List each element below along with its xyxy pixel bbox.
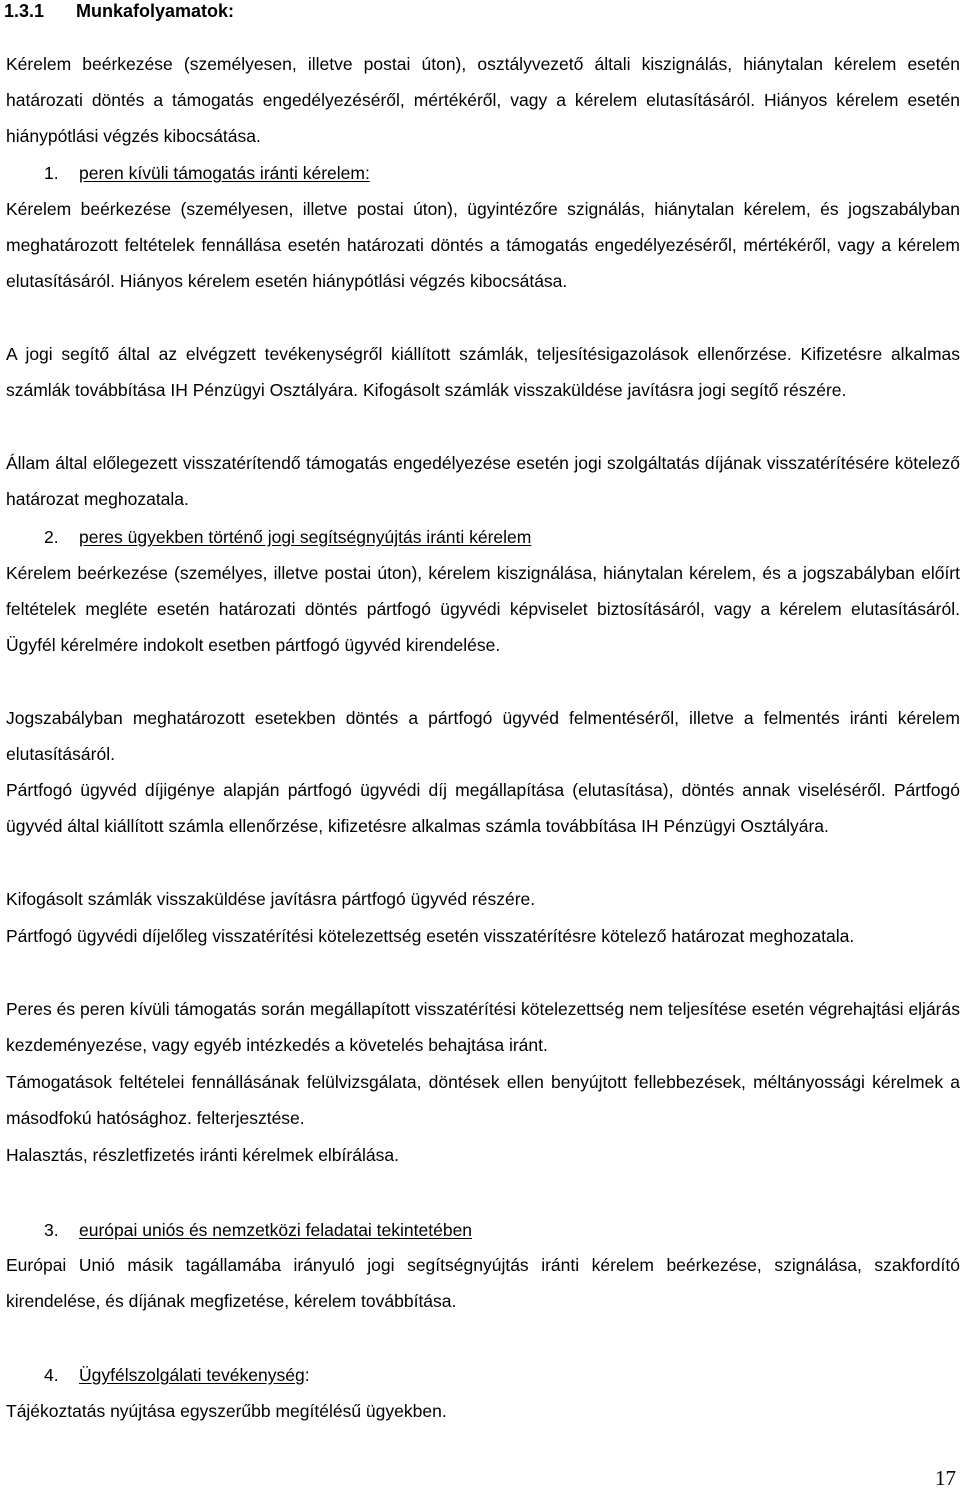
section-4-title — [44, 1363, 310, 1387]
heading-title: Munkafolyamatok: — [76, 1, 235, 21]
section-2-paragraph: Pártfogó ügyvéd díjigénye alapján pártfogó ügyvédi díj megállapítása (elutasítása), döntés annak viseléséről. Pártfogó ügyvéd által kiállított számla ellenőrzése, kifizetésre alkalmas számla továbbítása IH Pénzügyi Osztályára. — [6, 780, 960, 837]
page-number: 17 — [935, 1466, 956, 1490]
section-2-title — [44, 525, 531, 549]
section-4-title-text: Ügyfélszolgálati tevékenység — [79, 1365, 305, 1385]
section-3-number: 3. — [44, 1220, 59, 1240]
section-2-paragraph: Kifogásolt számlák visszaküldése javításra pártfogó ügyvéd részére. — [6, 889, 536, 909]
section-2-paragraph: Támogatások feltételei fennállásának felülvizsgálata, döntések ellen benyújtott fellebbezések, méltányossági kérelmek a másodfokú hatósághoz. felterjesztése. — [6, 1072, 960, 1129]
section-2-paragraph: Halasztás, részletfizetés iránti kérelmek elbírálása. — [6, 1145, 399, 1165]
section-1-paragraph: A jogi segítő által az elvégzett tevékenységről kiállított számlák, teljesítésigazolások ellenőrzése. Kifizetésre alkalmas számlák továbbítása IH Pénzügyi Osztályára. Kifogásolt számlák visszaküldése javításra jogi segítő részére. — [6, 344, 960, 401]
section-2-paragraph: Pártfogó ügyvédi díjelőleg visszatérítési kötelezettség esetén visszatérítésre kötelező határozat meghozatala. — [6, 926, 855, 946]
section-1-paragraph: Kérelem beérkezése (személyesen, illetve postai úton), ügyintézőre szignálás, hiánytalan kérelem, és jogszabályban meghatározott feltételek fennállása esetén határozati döntés a támogatás engedélyezéséről, mértékéről, vagy a kérelem elutasításáról. Hiányos kérelem esetén hiánypótlási végzés kibocsátása. — [6, 199, 960, 292]
section-3-paragraph: Európai Unió másik tagállamába irányuló jogi segítségnyújtás iránti kérelem beérkezése, szignálása, szakfordító kirendelése, és díjának megfizetése, kérelem továbbítása. — [6, 1255, 960, 1312]
section-2-paragraph: Kérelem beérkezése (személyes, illetve postai úton), kérelem kiszignálása, hiánytalan kérelem, és a jogszabályban előírt feltételek megléte esetén határozati döntés pártfogó ügyvédi képviselet biztosításáról, vagy a kérelem elutasításáról. Ügyfél kérelmére indokolt esetben pártfogó ügyvéd kirendelése. — [6, 563, 960, 656]
intro-paragraph: Kérelem beérkezése (személyesen, illetve postai úton), osztályvezető általi kiszignálás, hiánytalan kérelem esetén határozati döntés a támogatás engedélyezéséről, mértékéről, vagy a kérelem elutasításáról. Hiányos kérelem esetén hiánypótlási végzés kibocsátása. — [6, 54, 960, 147]
section-3-title — [44, 1218, 472, 1242]
section-1-title — [44, 161, 370, 185]
section-4-title-suffix: : — [304, 1365, 310, 1385]
section-4-paragraph: Tájékoztatás nyújtása egyszerűbb megítélésű ügyekben. — [6, 1401, 447, 1421]
heading-number: 1.3.1 — [4, 1, 45, 21]
section-3-title-text: európai uniós és nemzetközi feladatai tekintetében — [79, 1220, 473, 1240]
section-1-paragraph: Állam által előlegezett visszatérítendő támogatás engedélyezése esetén jogi szolgáltatás díjának visszatérítésére kötelező határozat meghozatala. — [6, 453, 960, 510]
section-heading — [4, 0, 234, 22]
section-4-number: 4. — [44, 1365, 59, 1385]
section-2-number: 2. — [44, 527, 59, 547]
section-2-paragraph: Peres és peren kívüli támogatás során megállapított visszatérítési kötelezettség nem teljesítése esetén végrehajtási eljárás kezdeményezése, vagy egyéb intézkedés a követelés behajtása iránt. — [6, 999, 960, 1056]
section-2-paragraph: Jogszabályban meghatározott esetekben döntés a pártfogó ügyvéd felmentéséről, illetve a felmentés iránti kérelem elutasításáról. — [6, 708, 960, 765]
section-1-number: 1. — [44, 163, 59, 183]
section-1-title-text: peren kívüli támogatás iránti kérelem: — [79, 163, 370, 183]
section-2-title-text: peres ügyekben történő jogi segítségnyújtás iránti kérelem — [79, 527, 532, 547]
